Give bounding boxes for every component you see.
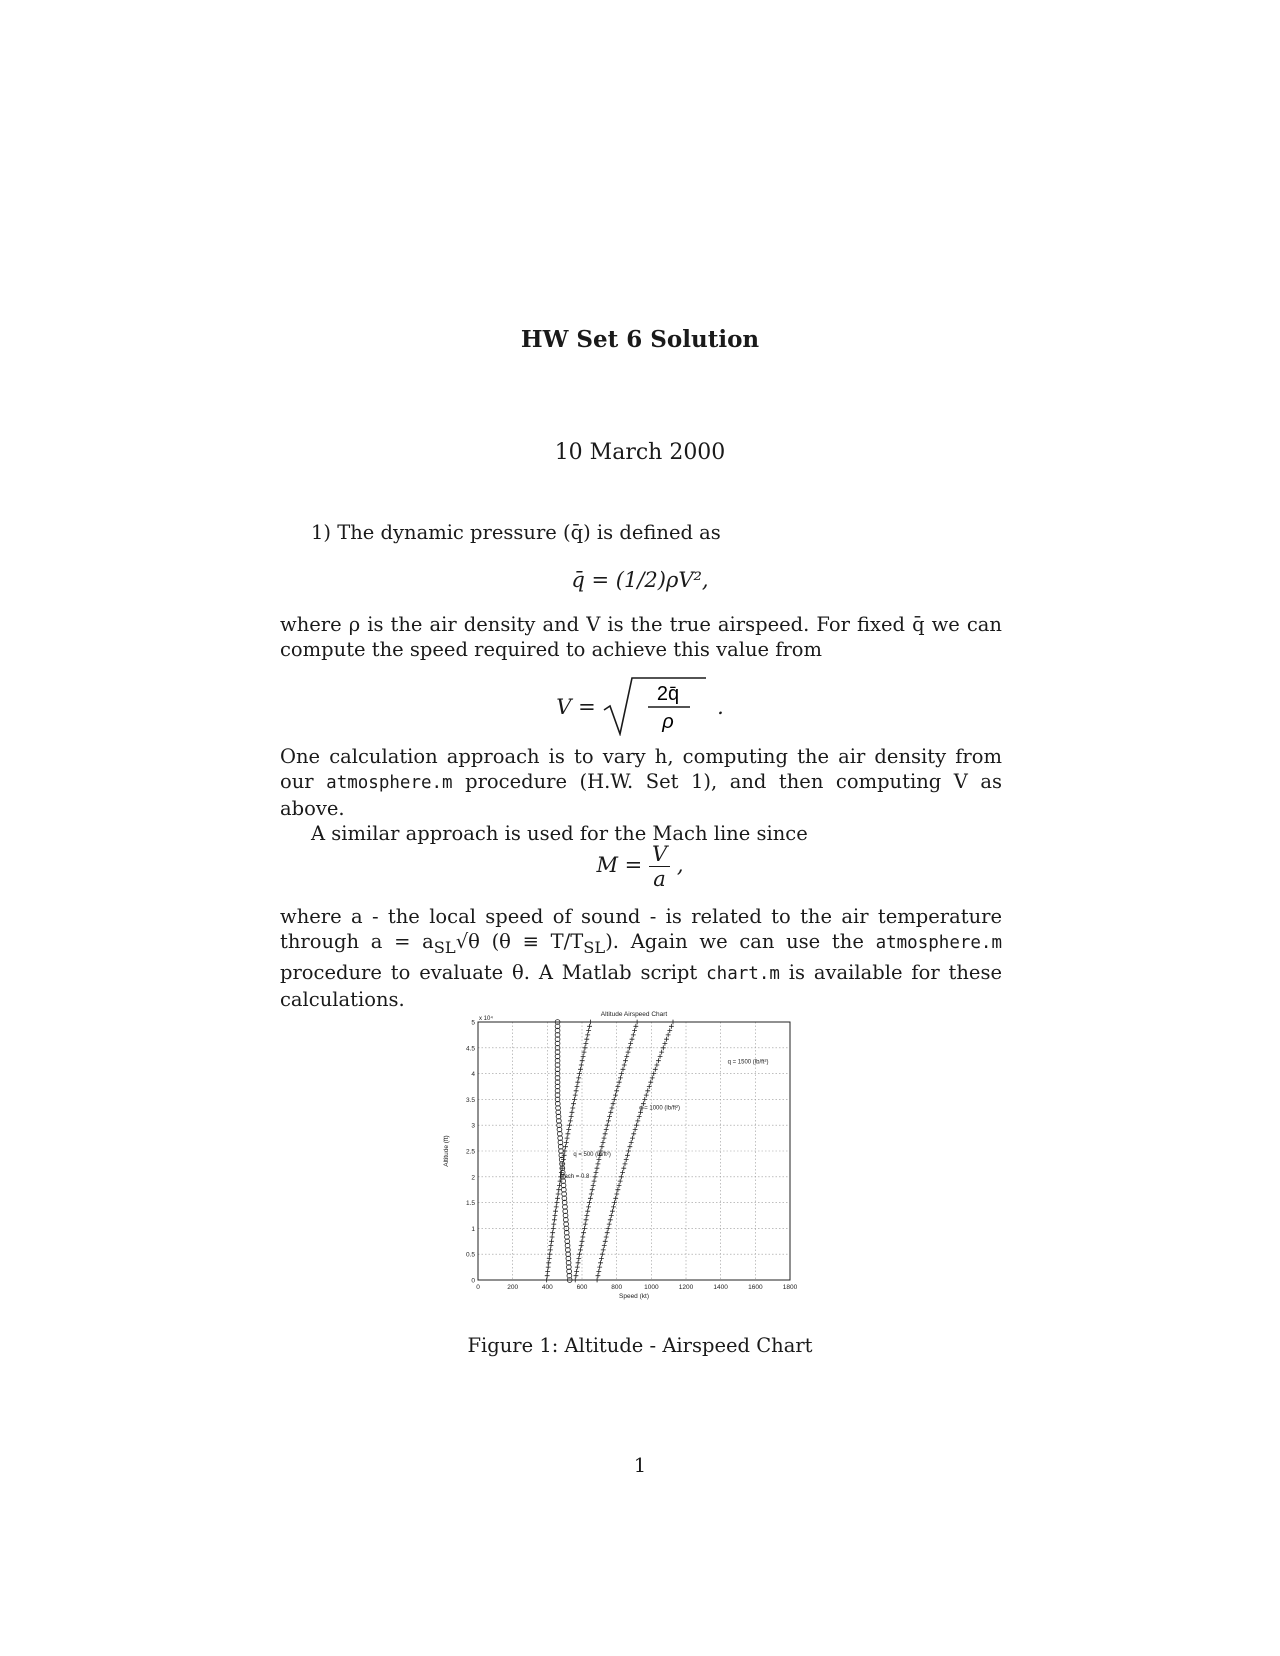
q-marker	[618, 1076, 623, 1081]
q-marker	[633, 1127, 638, 1132]
equation-speed-denominator: ρ	[662, 711, 675, 733]
q-marker	[584, 1037, 589, 1042]
q-marker	[661, 1045, 666, 1050]
q-marker	[614, 1088, 619, 1093]
altitude-airspeed-chart	[440, 1000, 830, 1320]
q-marker	[620, 1170, 625, 1175]
page-number: 1	[633, 1454, 647, 1477]
q-marker	[651, 1071, 656, 1076]
q-marker	[669, 1024, 674, 1029]
q-marker	[577, 1252, 582, 1257]
q-marker	[556, 1187, 561, 1192]
q-marker	[656, 1058, 661, 1063]
q-marker	[567, 1123, 572, 1128]
q-marker	[596, 1269, 601, 1274]
q-marker	[611, 1101, 616, 1106]
q-marker	[623, 1058, 628, 1063]
q-marker	[627, 1045, 632, 1050]
paragraph-2	[280, 612, 1002, 662]
q-marker	[630, 1037, 635, 1042]
q-marker	[608, 1110, 613, 1115]
y-tick-label: 1	[471, 1225, 475, 1233]
q-marker	[600, 1144, 605, 1149]
y-tick-label: 4	[471, 1071, 475, 1079]
q-marker	[605, 1230, 610, 1235]
x-tick-label: 1200	[678, 1284, 694, 1291]
q-marker	[633, 1024, 638, 1029]
y-tick-label: 3	[471, 1122, 475, 1130]
paragraph-3-part-b: procedure (H.W. Set 1), and then computing V as above.	[280, 770, 1002, 820]
q-marker	[625, 1153, 630, 1158]
q-marker	[644, 1093, 649, 1098]
q-marker	[627, 1144, 632, 1149]
q-marker	[607, 1114, 612, 1119]
q-marker	[594, 1170, 599, 1175]
q-marker	[635, 1119, 640, 1124]
x-axis-label: Speed (kt)	[619, 1293, 649, 1300]
q-marker	[549, 1243, 554, 1248]
chart-title: Altitude Airspeed Chart	[600, 1011, 668, 1018]
q-marker	[587, 1200, 592, 1205]
q-marker	[623, 1162, 628, 1167]
q-marker	[628, 1041, 633, 1046]
y-tick-label: 1.5	[465, 1200, 475, 1208]
q-marker	[574, 1273, 579, 1278]
q-marker	[580, 1058, 585, 1063]
q-marker	[642, 1097, 647, 1102]
paragraph-3-text	[280, 744, 1002, 821]
q-marker	[648, 1080, 653, 1085]
q-marker	[631, 1131, 636, 1136]
q-marker	[600, 1252, 605, 1257]
document-title: HW Set 6 Solution	[520, 326, 760, 353]
q-marker	[647, 1084, 652, 1089]
q-marker	[552, 1217, 557, 1222]
q-marker	[580, 1239, 585, 1244]
q-marker	[545, 1269, 550, 1274]
q-marker	[621, 1067, 626, 1072]
sqrt-symbol	[602, 676, 710, 741]
q-marker	[595, 1278, 600, 1283]
q-marker	[602, 1136, 607, 1141]
q-marker	[553, 1209, 558, 1214]
q-marker	[546, 1265, 551, 1270]
q-marker	[584, 1213, 589, 1218]
paragraph-5	[280, 904, 1002, 1012]
y-tick-label: 2.5	[465, 1148, 475, 1156]
q-marker	[631, 1033, 636, 1038]
q-marker	[573, 1093, 578, 1098]
y-tick-label: 0	[471, 1277, 475, 1285]
atmosphere-script-name-2: atmosphere.m	[875, 933, 1003, 953]
y-tick-label: 4.5	[465, 1045, 475, 1053]
y-axis-label: Altitude (ft)	[443, 1135, 450, 1167]
q-marker	[601, 1140, 606, 1145]
equation-mach-fraction	[649, 842, 670, 891]
q-marker	[576, 1256, 581, 1261]
q-marker	[581, 1230, 586, 1235]
q-marker	[581, 1054, 586, 1059]
q-marker	[663, 1041, 668, 1046]
q-marker	[570, 1110, 575, 1115]
equation-mach-numerator: V	[649, 842, 670, 867]
paragraph-2-text: where ρ is the air density and V is the true airspeed. For fixed q̄ we can compute the speed required to achieve this value from	[280, 613, 1002, 661]
document-date: 10 March 2000	[554, 440, 726, 465]
figure-caption: Figure 1: Altitude - Airspeed Chart	[467, 1334, 813, 1357]
q-marker	[611, 1205, 616, 1210]
q-marker	[583, 1045, 588, 1050]
q-marker	[579, 1243, 584, 1248]
q-marker	[630, 1136, 635, 1141]
q-marker	[605, 1123, 610, 1128]
q-marker	[658, 1054, 663, 1059]
y-multiplier-label: x 10⁴	[479, 1016, 493, 1022]
q-marker	[615, 1187, 620, 1192]
q-marker	[585, 1033, 590, 1038]
y-tick-label: 0.5	[465, 1251, 475, 1259]
q-marker	[592, 1179, 597, 1184]
q-marker	[577, 1071, 582, 1076]
subscript-sl-2: SL	[583, 937, 606, 957]
q-marker	[624, 1157, 629, 1162]
q-marker	[613, 1093, 618, 1098]
q-marker	[597, 1265, 602, 1270]
equation-mach-denominator: a	[653, 867, 666, 891]
x-tick-label: 1800	[782, 1284, 798, 1291]
q-marker	[635, 1020, 640, 1025]
q-marker	[626, 1149, 631, 1154]
q-marker	[590, 1187, 595, 1192]
y-tick-label: 2	[471, 1174, 475, 1182]
q-marker	[566, 1127, 571, 1132]
q-marker	[596, 1162, 601, 1167]
q-marker	[598, 1260, 603, 1265]
x-tick-label: 1400	[713, 1284, 728, 1291]
series-annotation: q = 1500 (lb/ft²)	[727, 1059, 769, 1066]
q-marker	[585, 1209, 590, 1214]
q-marker	[606, 1119, 611, 1124]
x-tick-label: 800	[611, 1284, 623, 1291]
q-marker	[589, 1192, 594, 1197]
equation-speed-end: .	[717, 695, 724, 719]
equation-speed	[0, 676, 1280, 741]
chart-svg	[440, 1000, 830, 1320]
x-tick-label: 1600	[748, 1284, 763, 1291]
paragraph-3-part-a: One calculation approach is to vary h, computing the air density from our	[280, 745, 1002, 793]
q-marker	[612, 1200, 617, 1205]
q-marker	[575, 1080, 580, 1085]
paragraph-5-text	[280, 904, 1002, 1012]
q-marker	[624, 1054, 629, 1059]
q-marker	[626, 1050, 631, 1055]
equation-mach-lhs: M =	[596, 853, 643, 877]
chart-script-name: chart.m	[706, 963, 780, 984]
q-marker	[617, 1183, 622, 1188]
equation-mach-end: ,	[676, 853, 684, 877]
q-marker	[671, 1020, 676, 1025]
q-marker	[613, 1196, 618, 1201]
q-marker	[619, 1174, 624, 1179]
paragraph-1-text: 1) The dynamic pressure (q̄) is defined as	[311, 521, 721, 544]
q-marker	[551, 1222, 556, 1227]
q-marker	[550, 1230, 555, 1235]
q-marker	[599, 1256, 604, 1261]
q-marker	[659, 1050, 664, 1055]
q-marker	[619, 1071, 624, 1076]
q-marker	[556, 1192, 561, 1197]
q-marker	[588, 1020, 593, 1025]
x-tick-label: 1000	[644, 1284, 659, 1291]
q-marker	[622, 1063, 627, 1068]
q-marker	[586, 1028, 591, 1033]
q-marker	[587, 1024, 592, 1029]
paragraph-1	[280, 520, 1002, 545]
x-tick-label: 0	[476, 1284, 480, 1291]
q-marker	[607, 1222, 612, 1227]
q-marker	[584, 1217, 589, 1222]
q-marker	[565, 1136, 570, 1141]
q-marker	[563, 1144, 568, 1149]
q-marker	[579, 1063, 584, 1068]
y-tick-label: 5	[471, 1019, 475, 1027]
q-marker	[603, 1131, 608, 1136]
q-marker	[593, 1174, 598, 1179]
q-marker	[666, 1033, 671, 1038]
q-marker	[570, 1106, 575, 1111]
paragraph-5-part-c: ). Again we can use the	[605, 930, 864, 953]
q-marker	[573, 1278, 578, 1283]
q-marker	[634, 1123, 639, 1128]
q-marker	[574, 1088, 579, 1093]
q-marker	[618, 1179, 623, 1184]
x-tick-label: 400	[541, 1284, 553, 1291]
q-marker	[549, 1239, 554, 1244]
x-tick-label: 200	[507, 1284, 519, 1291]
q-marker	[550, 1235, 555, 1240]
q-marker	[566, 1131, 571, 1136]
q-marker	[575, 1265, 580, 1270]
q-marker	[603, 1239, 608, 1244]
q-marker	[610, 1209, 615, 1214]
q-marker	[653, 1067, 658, 1072]
q-marker	[568, 1119, 573, 1124]
equation-mach	[0, 842, 1280, 891]
q-marker	[582, 1050, 587, 1055]
q-marker	[551, 1226, 556, 1231]
q-marker	[575, 1084, 580, 1089]
q-marker	[604, 1235, 609, 1240]
q-marker	[576, 1260, 581, 1265]
q-marker	[572, 1097, 577, 1102]
q-marker	[553, 1213, 558, 1218]
paragraph-4-text: A similar approach is used for the Mach line since	[311, 822, 808, 845]
y-tick-label: 3.5	[465, 1096, 475, 1104]
paragraph-5-part-d: procedure to evaluate θ. A Matlab script	[280, 960, 698, 984]
q-marker	[545, 1273, 550, 1278]
subscript-sl: SL	[433, 937, 456, 957]
q-marker	[544, 1278, 549, 1283]
q-marker	[609, 1213, 614, 1218]
x-tick-label: 600	[576, 1284, 588, 1291]
q-marker	[555, 1196, 560, 1201]
paragraph-3	[280, 744, 1002, 846]
q-marker	[604, 1127, 609, 1132]
q-marker	[596, 1273, 601, 1278]
q-marker	[621, 1166, 626, 1171]
sqrt-radical-icon	[602, 676, 710, 736]
q-marker	[615, 1084, 620, 1089]
q-marker	[612, 1097, 617, 1102]
q-marker	[614, 1192, 619, 1197]
atmosphere-script-name: atmosphere.m	[326, 773, 453, 793]
q-marker	[591, 1183, 596, 1188]
paragraph-5-part-a: where a - the local speed of sound - is related to the air temperature through a = a	[280, 905, 1002, 953]
q-marker	[629, 1140, 634, 1145]
series-annotation: Mach = 0.8	[559, 1173, 590, 1180]
equation-speed-lhs: V =	[556, 695, 596, 719]
q-marker	[554, 1200, 559, 1205]
q-marker	[650, 1076, 655, 1081]
q-marker	[582, 1226, 587, 1231]
q-marker	[617, 1080, 622, 1085]
q-marker	[606, 1226, 611, 1231]
q-marker	[608, 1217, 613, 1222]
q-marker	[548, 1248, 553, 1253]
q-marker	[574, 1269, 579, 1274]
q-marker	[583, 1041, 588, 1046]
paragraph-5-part-b: √θ (θ ≡ T/T	[455, 930, 584, 953]
q-marker	[586, 1205, 591, 1210]
q-marker	[576, 1076, 581, 1081]
q-marker	[547, 1252, 552, 1257]
series-annotation: q = 1000 (lb/ft²)	[639, 1105, 681, 1112]
equation-speed-numerator: 2q̄	[657, 683, 680, 705]
q-marker	[569, 1114, 574, 1119]
q-marker	[578, 1248, 583, 1253]
paragraph-5-part-e: is available for these calculations.	[280, 960, 1003, 1011]
q-marker	[637, 1114, 642, 1119]
q-marker	[645, 1088, 650, 1093]
q-marker	[580, 1235, 585, 1240]
equation-dynamic-pressure: q̄ = (1/2)ρV²,	[571, 568, 709, 592]
q-marker	[654, 1063, 659, 1068]
q-marker	[564, 1140, 569, 1145]
q-marker	[588, 1196, 593, 1201]
q-marker	[664, 1037, 669, 1042]
q-marker	[601, 1248, 606, 1253]
q-marker	[571, 1101, 576, 1106]
q-marker	[610, 1106, 615, 1111]
q-marker	[632, 1028, 637, 1033]
q-marker	[595, 1166, 600, 1171]
q-marker	[583, 1222, 588, 1227]
q-marker	[554, 1205, 559, 1210]
series-annotation: q = 500 (lb/ft²)	[573, 1152, 611, 1159]
q-marker	[667, 1028, 672, 1033]
q-marker	[602, 1243, 607, 1248]
